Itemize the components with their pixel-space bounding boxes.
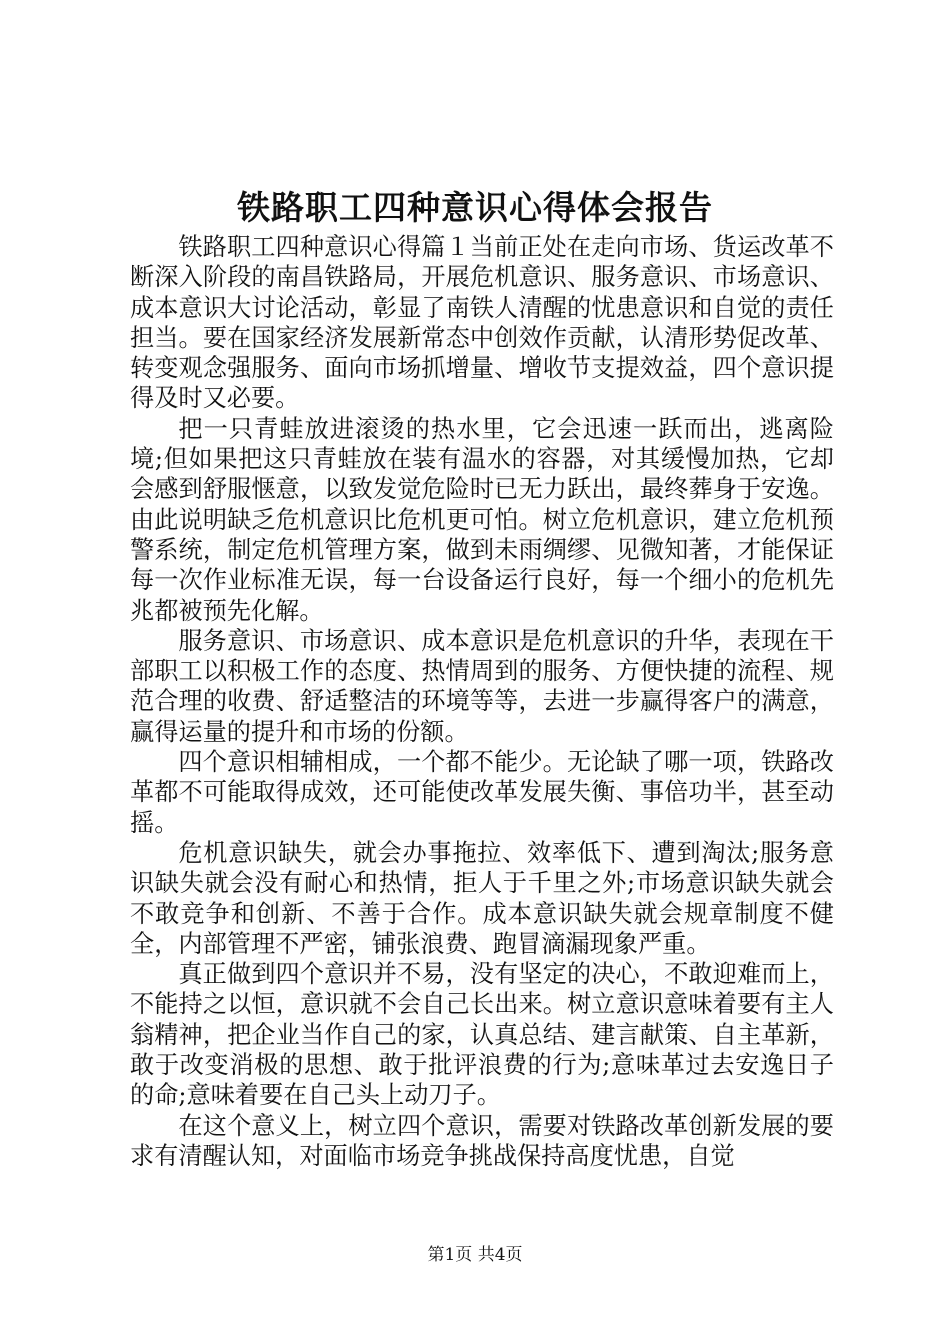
paragraph-1: 铁路职工四种意识心得篇１当前正处在走向市场、货运改革不断深入阶段的南昌铁路局，开展危机意识、服务意识、市场意识、成本意识大讨论活动，彰显了南铁人清醒的忧患意识和自觉的责任担当。要在国家经济发展新常态中创效作贡献，认清形势促改革、转变观念强服务、面向市场抓增量、增收节支提效益，四个意识提得及时又必要。 bbox=[130, 233, 834, 413]
paragraph-3: 服务意识、市场意识、成本意识是危机意识的升华，表现在干部职工以积极工作的态度、热情周到的服务、方便快捷的流程、规范合理的收费、舒适整洁的环境等等，去进一步赢得客户的满意，赢得运量的提升和市场的份额。 bbox=[130, 626, 834, 746]
paragraph-5: 危机意识缺失，就会办事拖拉、效率低下、遭到淘汰;服务意识缺失就会没有耐心和热情，拒人于千里之外;市场意识缺失就会不敢竞争和创新、不善于合作。成本意识缺失就会规章制度不健全，内部管理不严密，铺张浪费、跑冒滴漏现象严重。 bbox=[130, 838, 834, 958]
page-footer: 第1页 共4页 bbox=[427, 1245, 523, 1265]
paragraph-4: 四个意识相辅相成，一个都不能少。无论缺了哪一项，铁路改革都不可能取得成效，还可能使改革发展失衡、事倍功半，甚至动摇。 bbox=[130, 748, 834, 837]
paragraph-7: 在这个意义上，树立四个意识，需要对铁路改革创新发展的要求有清醒认知，对面临市场竞争挑战保持高度忧患，自觉 bbox=[130, 1111, 834, 1170]
paragraph-2: 把一只青蛙放进滚烫的热水里，它会迅速一跃而出，逃离险境;但如果把这只青蛙放在装有温水的容器，对其缓慢加热，它却会感到舒服惬意，以致发觉危险时已无力跃出，最终葬身于安逸。由此说明缺乏危机意识比危机更可怕。树立危机意识，建立危机预警系统，制定危机管理方案，做到未雨绸缪、见微知著，才能保证每一次作业标准无误，每一台设备运行良好，每一个细小的危机先兆都被预先化解。 bbox=[130, 414, 834, 625]
document-title: 铁路职工四种意识心得体会报告 bbox=[237, 188, 713, 227]
paragraph-6: 真正做到四个意识并不易，没有坚定的决心，不敢迎难而上，不能持之以恒，意识就不会自己长出来。树立意识意味着要有主人翁精神，把企业当作自己的家，认真总结、建言献策、自主革新，敢于改变消极的思想、敢于批评浪费的行为;意味革过去安逸日子的命;意味着要在自己头上动刀子。 bbox=[130, 960, 834, 1110]
document-body bbox=[130, 232, 834, 1171]
